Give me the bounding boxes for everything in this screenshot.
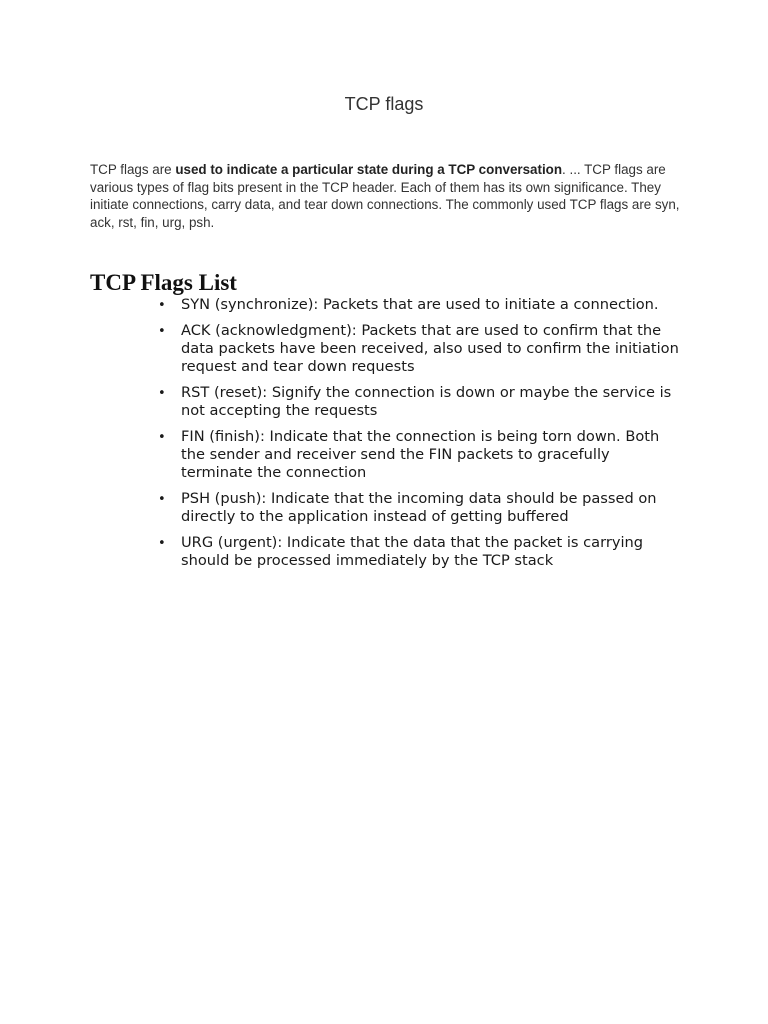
- list-item-text: FIN (finish): Indicate that the connection is being torn down. Both the sender and receiver send the FIN packets to gracefully terminate the connection: [181, 428, 660, 482]
- intro-paragraph: [90, 161, 680, 231]
- bullet-icon: •: [158, 536, 166, 552]
- section-heading: TCP Flags List: [90, 270, 237, 295]
- bullet-icon: •: [158, 298, 166, 313]
- list-item-text: ACK (acknowledgment): Packets that are used to confirm that the data packets have been received, also used to confirm the initiation request and tear down requests: [181, 321, 679, 376]
- list-item-fin: [158, 428, 681, 483]
- list-item-text: PSH (push): Indicate that the incoming data should be passed on directly to the application instead of getting buffered: [181, 490, 657, 526]
- bullet-icon: •: [158, 386, 166, 401]
- document-title: TCP flags: [344, 94, 424, 114]
- list-item-ack: [158, 321, 681, 377]
- list-item-rst: [158, 384, 681, 420]
- intro-suffix: . ... TCP flags are various types of flag bits present in the TCP header. Each of them has its own significance. They initiate connections, carry data, and tear down connections. The commonly used TCP flags are syn, ack, rst, fin, urg, psh.: [90, 162, 680, 230]
- bullet-icon: •: [158, 492, 166, 508]
- bullet-icon: •: [158, 430, 166, 445]
- list-item-text: URG (urgent): Indicate that the data that the packet is carrying should be processed immediately by the TCP stack: [181, 534, 644, 570]
- list-item-psh: [158, 490, 681, 526]
- intro-bold-phrase: used to indicate a particular state during a TCP conversation: [175, 162, 563, 177]
- list-item-syn: [158, 296, 681, 314]
- tcp-flags-list: [158, 296, 681, 578]
- list-item-text: SYN (synchronize): Packets that are used to initiate a connection.: [181, 296, 659, 313]
- list-item-urg: [158, 534, 681, 570]
- bullet-icon: •: [158, 323, 166, 339]
- list-item-text: RST (reset): Signify the connection is down or maybe the service is not accepting the requests: [181, 384, 672, 420]
- intro-prefix: TCP flags are: [90, 162, 176, 177]
